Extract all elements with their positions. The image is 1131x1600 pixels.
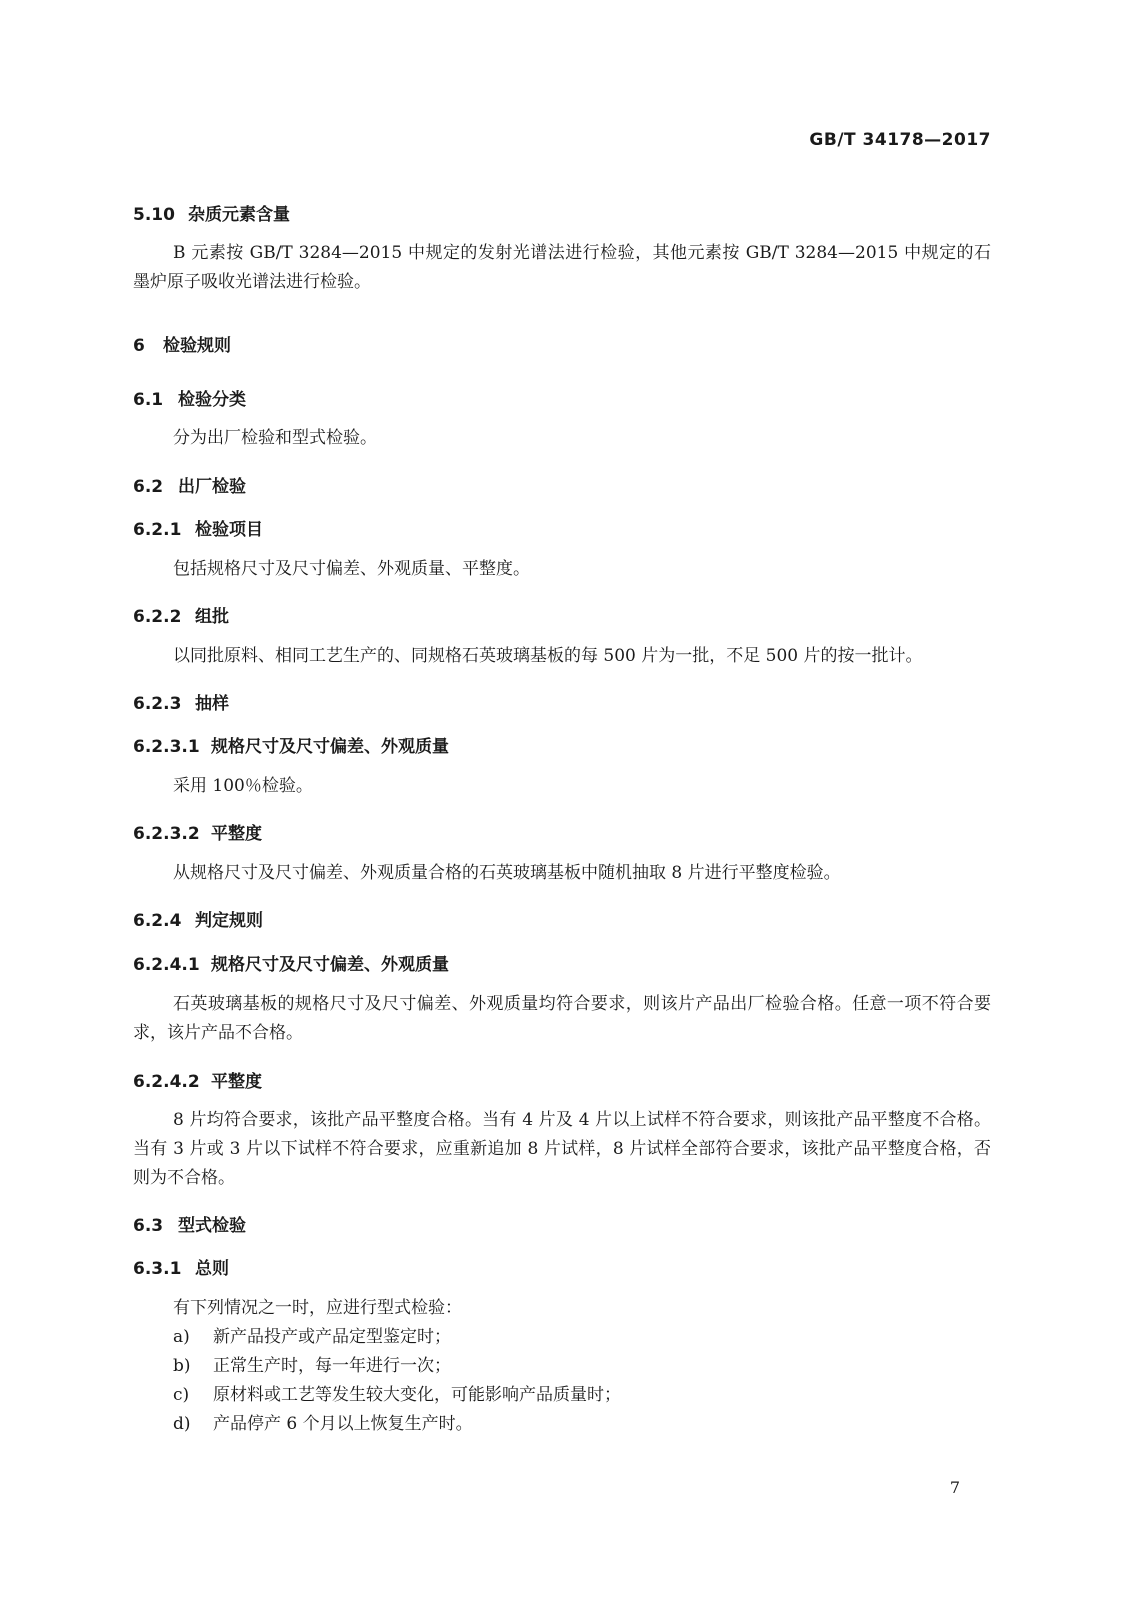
section-number: 6.2.3.2 [133,824,200,844]
page-number: 7 [949,1478,960,1497]
paragraph-6-2-1: 包括规格尺寸及尺寸偏差、外观质量、平整度。 [173,559,530,579]
list-text: 原材料或工艺等发生较大变化，可能影响产品质量时； [213,1385,621,1405]
section-number: 5.10 [133,205,175,225]
heading-6-3 [133,1211,991,1236]
section-number: 6.1 [133,390,164,410]
paragraph-6-2-2: 以同批原料、相同工艺生产的、同规格石英玻璃基板的每 500 片为一批，不足 500 片的按一批计。 [173,646,923,666]
list-item [133,1410,991,1439]
list-marker: a) [173,1327,190,1347]
section-number: 6.2.2 [133,607,182,627]
section-title: 判定规则 [195,911,263,931]
list-item [133,1352,991,1381]
paragraph-6-1: 分为出厂检验和型式检验。 [173,428,377,448]
section-title: 检验规则 [163,336,231,356]
heading-6 [133,331,991,356]
section-number: 6.2.4.2 [133,1072,200,1092]
section-title: 型式检验 [178,1216,246,1236]
standard-code: GB/T 34178—2017 [809,130,991,150]
paragraph-6-2-3-2: 从规格尺寸及尺寸偏差、外观质量合格的石英玻璃基板中随机抽取 8 片进行平整度检验。 [173,863,841,883]
section-title: 检验项目 [195,520,263,540]
section-number: 6.2.3 [133,694,182,714]
list-item [133,1323,991,1352]
heading-6-2-3-1 [133,732,991,757]
paragraph-5-10: B 元素按 GB/T 3284—2015 中规定的发射光谱法进行检验，其他元素按 GB/T 3284—2015 中规定的石墨炉原子吸收光谱法进行检验。 [133,243,991,292]
section-title: 规格尺寸及尺寸偏差、外观质量 [211,737,449,757]
section-title: 检验分类 [178,390,246,410]
heading-6-2-2 [133,602,991,627]
section-number: 6.2.3.1 [133,737,200,757]
section-title: 规格尺寸及尺寸偏差、外观质量 [211,955,449,975]
section-title: 平整度 [211,824,262,844]
section-number: 6.2.4 [133,911,182,931]
section-number: 6.3 [133,1216,164,1236]
list-marker: c) [173,1385,190,1405]
section-number: 6.2 [133,477,164,497]
heading-6-2-1 [133,515,991,540]
heading-6-3-1 [133,1254,991,1279]
section-number: 6.3.1 [133,1259,182,1279]
section-number: 6 [133,336,145,356]
section-title: 总则 [195,1259,229,1279]
heading-6-2-4-1 [133,950,991,975]
heading-6-2-4-2 [133,1067,991,1092]
heading-6-2-4 [133,906,991,931]
list-item [133,1381,991,1410]
section-number: 6.2.1 [133,520,182,540]
paragraph-6-2-3-1: 采用 100％检验。 [173,776,313,796]
heading-5-10 [133,200,991,225]
heading-6-1 [133,385,991,410]
heading-6-2 [133,472,991,497]
section-title: 抽样 [195,694,229,714]
section-title: 平整度 [211,1072,262,1092]
list-marker: d) [173,1414,191,1434]
list-text: 新产品投产或产品定型鉴定时； [213,1327,451,1347]
section-title: 组批 [195,607,229,627]
paragraph-6-3-1: 有下列情况之一时，应进行型式检验： [173,1298,462,1318]
list-text: 正常生产时，每一年进行一次； [213,1356,451,1376]
heading-6-2-3 [133,689,991,714]
paragraph-6-2-4-2: 8 片均符合要求，该批产品平整度合格。当有 4 片及 4 片以上试样不符合要求，则该批产品平整度不合格。当有 3 片或 3 片以下试样不符合要求，应重新追加 8 片试样，8 片试样全部符合要求，该批产品平整度合格，否则为不合格。 [133,1110,991,1188]
section-title: 杂质元素含量 [188,205,290,225]
paragraph-6-2-4-1: 石英玻璃基板的规格尺寸及尺寸偏差、外观质量均符合要求，则该片产品出厂检验合格。任意一项不符合要求，该片产品不合格。 [133,994,991,1043]
list-marker: b) [173,1356,191,1376]
section-title: 出厂检验 [178,477,246,497]
section-number: 6.2.4.1 [133,955,200,975]
list-text: 产品停产 6 个月以上恢复生产时。 [213,1414,473,1434]
heading-6-2-3-2 [133,819,991,844]
